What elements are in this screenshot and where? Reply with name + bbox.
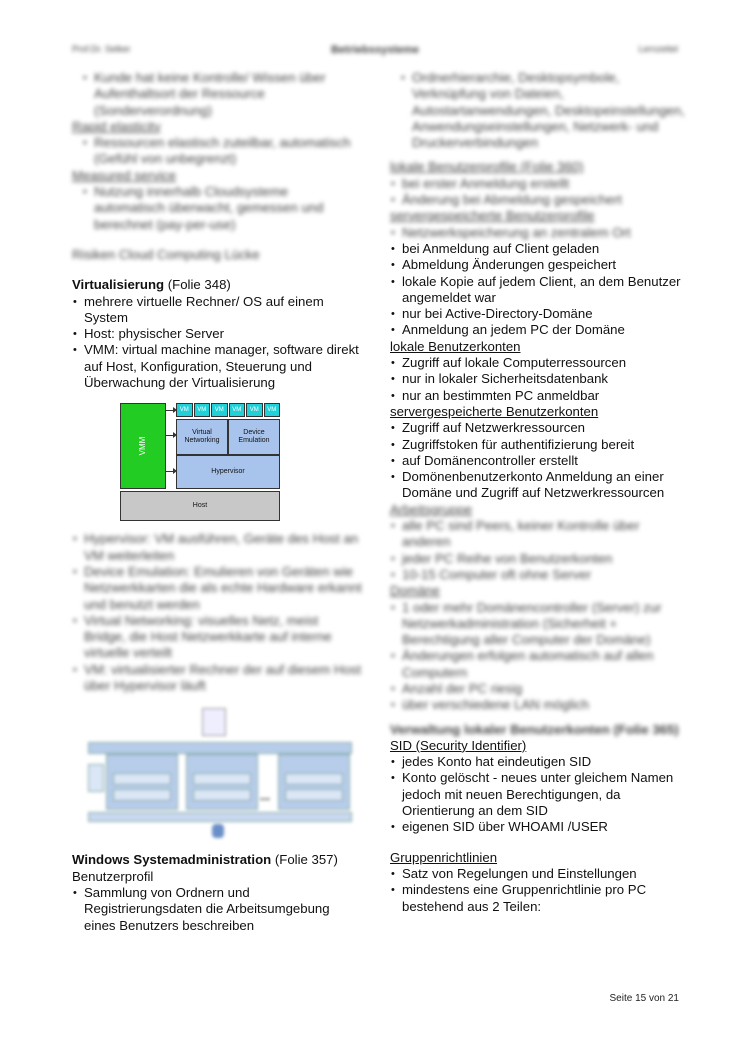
- list-item: • 10-15 Computer oft ohne Server: [390, 567, 690, 583]
- list-item: • Anzahl der PC riesig: [390, 681, 690, 697]
- list-item: • Sammlung von Ordnern und Registrierungsdaten die Arbeitsumgebung eines Benutzers beschreiben: [72, 885, 362, 934]
- list-item: • Zugriffstoken für authentifizierung bereit: [390, 437, 690, 453]
- arrow-icon: [166, 435, 175, 436]
- side-block: [88, 764, 104, 792]
- heading-local-accounts: lokale Benutzerkonten: [390, 338, 521, 354]
- host-group: [278, 754, 350, 810]
- virt-ref: (Folie 348): [164, 277, 231, 293]
- list-item: • Satz von Regelungen und Einstellungen: [390, 866, 690, 882]
- hypervisor-layer: [285, 773, 343, 785]
- vm-row: [176, 403, 280, 417]
- arrow-icon: [166, 410, 175, 411]
- network-bar: [88, 742, 352, 754]
- header-author: Prof.Dr. Selker: [72, 44, 131, 54]
- win-list: [72, 885, 362, 934]
- list-item: • mehrere virtuelle Rechner/ OS auf einem System: [72, 294, 362, 327]
- host-layer: [193, 789, 251, 801]
- list-item: • Zugriff auf Netzwerkressourcen: [390, 420, 690, 436]
- group-policies-list: [390, 866, 690, 915]
- list-item: • nur bei Active-Directory-Domäne: [390, 306, 690, 322]
- hypervisor-architecture-diagram: [82, 708, 352, 844]
- list-item: • VMM: virtual machine manager, software direkt auf Host, Konfiguration, Steuerung und Überwachung der Virtualisierung: [72, 342, 362, 391]
- heading-local-account-admin: Verwaltung lokaler Benutzerkonten (Folie 365): [390, 721, 679, 737]
- list-item: • Device Emulation: Emulieren von Geräten wie Netzwerkkarten die als echte Hardware erkannt und benutzt werden: [72, 564, 362, 613]
- vm-block: VM: [211, 403, 228, 417]
- hypervisor-layer: [193, 773, 251, 785]
- right-blurred-top: [390, 70, 690, 241]
- hypervisor-layer: [113, 773, 171, 785]
- physical-network: [88, 812, 352, 822]
- list-item: • Ordnerhierarchie, Desktopsymbole, Verknüpfung von Dateien, Autostartanwendungen, Desktopeinstellungen, Anwendungseinstellungen, Netzwerk- und Druckerverbindungen: [400, 70, 690, 151]
- heading-workgroup: Arbeitsgruppe: [390, 501, 473, 517]
- heading-local-profiles: lokale Benutzerprofile (Folie 360): [390, 159, 584, 175]
- list-item: • nur an bestimmten PC anmeldbar: [390, 388, 690, 404]
- heading-group-policies: Gruppenrichtlinien: [390, 849, 498, 865]
- vmm-block: [120, 403, 166, 489]
- list-item: • Zugriff auf lokale Computerressourcen: [390, 355, 690, 371]
- host-layer: [113, 789, 171, 801]
- profile-list: [390, 241, 690, 339]
- left-blurred-top: [72, 70, 362, 263]
- heading-domain: Domäne: [390, 583, 440, 599]
- page-header: [72, 44, 678, 60]
- heading-sid: SID (Security Identifier): [390, 737, 527, 753]
- host-group: [186, 754, 258, 810]
- top-node: [202, 708, 226, 736]
- list-item: • 1 oder mehr Domänencontroller (Server) zur Netzwerkadministration (Sicherheit + Berechtigung aller Computer der Domäne): [390, 600, 690, 649]
- heading-measured-service: Measured service: [72, 167, 177, 183]
- list-item: • bei Anmeldung auf Client geladen: [390, 241, 690, 257]
- list-item: • nur in lokaler Sicherheitsdatenbank: [390, 371, 690, 387]
- list-item: • Hypervisor: VM ausführen, Geräte des Host an VM weiterleiten: [72, 531, 362, 564]
- host-group: [106, 754, 178, 810]
- page-total: 21: [667, 993, 679, 1004]
- list-item: • eigenen SID über WHOAMI /USER: [390, 819, 690, 835]
- list-item: • Konto gelöscht - neues unter gleichem Namen jedoch mit neuen Berechtigungen, da Orientierung an dem SID: [390, 770, 690, 819]
- ellipsis: ...: [260, 789, 271, 804]
- heading-rapid-elasticity: Rapid elasticity: [72, 118, 161, 134]
- left-blurred-mid: [72, 531, 362, 694]
- vm-block: VM: [246, 403, 263, 417]
- list-item: • Host: physischer Server: [72, 326, 362, 342]
- list-item: • jedes Konto hat eindeutigen SID: [390, 754, 690, 770]
- device-emulation-block: Device Emulation: [228, 419, 280, 455]
- virtualization-diagram: [120, 403, 292, 523]
- footer-mid: von: [646, 993, 668, 1004]
- right-blurred-mid: [390, 502, 690, 738]
- list-item: • Virtual Networking: visuelles Netz, meist Bridge, die Host Netzwerkkarte auf interne virtuelle verteilt: [72, 613, 362, 662]
- hypervisor-block: Hypervisor: [176, 455, 280, 489]
- local-accounts-list: [390, 355, 690, 404]
- list-item: • Nutzung innerhalb Cloudsysteme automatisch überwacht, gemessen und berechnet (pay-per-use): [82, 184, 362, 233]
- vm-block: VM: [194, 403, 211, 417]
- server-accounts-list: [390, 420, 690, 501]
- page-footer: [609, 993, 679, 1004]
- heading-server-accounts: servergespeicherte Benutzerkonten: [390, 403, 599, 419]
- win-title: Windows Systemadministration: [72, 852, 272, 868]
- list-item: • VM: virtualisierter Rechner der auf diesem Host über Hypervisor läuft: [72, 662, 362, 695]
- vm-block: VM: [176, 403, 193, 417]
- list-item: • bei erster Anmeldung erstellt: [390, 176, 690, 192]
- list-item: • Domönenbenutzerkonto Anmeldung an einer Domäne und Zugriff auf Netzwerkressourcen: [390, 469, 690, 502]
- heading-server-profiles: servergespeicherte Benutzerprofile: [390, 208, 595, 224]
- vm-block: VM: [264, 403, 281, 417]
- list-item: • Ressourcen elastisch zuteilbar, automatisch (Gefühl von unbegrenzt): [82, 135, 362, 168]
- virtual-networking-block: Virtual Networking: [176, 419, 228, 455]
- list-item: • mindestens eine Gruppenrichtlinie pro PC bestehend aus 2 Teilen:: [390, 882, 690, 915]
- right-column: [390, 70, 690, 915]
- list-item: • Kunde hat keine Kontrolle/ Wissen über Aufenthaltsort der Ressource (Sonderverordnung): [82, 70, 362, 119]
- list-item: • alle PC sind Peers, keiner Kontrolle über anderen: [390, 518, 690, 551]
- vm-block: VM: [229, 403, 246, 417]
- win-ref: (Folie 357): [271, 852, 338, 868]
- virt-heading: [72, 277, 362, 293]
- list-item: • lokale Kopie auf jedem Client, an dem Benutzer angemeldet war: [390, 274, 690, 307]
- win-heading: [72, 852, 362, 868]
- arrow-icon: [166, 471, 175, 472]
- virt-title: Virtualisierung: [72, 277, 165, 293]
- list-item: • Anmeldung an jedem PC der Domäne: [390, 322, 690, 338]
- sid-list: [390, 754, 690, 835]
- left-column: [72, 70, 362, 934]
- header-label: Lernzettel: [638, 44, 678, 54]
- footer-prefix: Seite: [609, 993, 636, 1004]
- host-block: Host: [120, 491, 280, 521]
- win-subheading: Benutzerprofil: [72, 868, 154, 884]
- list-item: • jeder PC Reihe von Benutzerkonten: [390, 551, 690, 567]
- list-item: • Änderung bei Abmeldung gespeichert: [390, 192, 690, 208]
- list-item: • auf Domänencontroller erstellt: [390, 453, 690, 469]
- virt-list: [72, 294, 362, 392]
- host-layer: [285, 789, 343, 801]
- vmm-label: VMM: [137, 437, 147, 456]
- storage-icon: [212, 824, 224, 838]
- page-number: 15: [635, 993, 647, 1004]
- header-title: Betriebssysteme: [330, 44, 420, 56]
- list-item: • über verschiedene LAN möglich: [390, 697, 690, 713]
- risk-line: Risiken Cloud Computing Lücke: [72, 246, 260, 262]
- list-item: • Netzwerkspeicherung an zentralem Ort: [390, 225, 690, 241]
- list-item: • Änderungen erfolgen automatisch auf allen Computern: [390, 648, 690, 681]
- list-item: • Abmeldung Änderungen gespeichert: [390, 257, 690, 273]
